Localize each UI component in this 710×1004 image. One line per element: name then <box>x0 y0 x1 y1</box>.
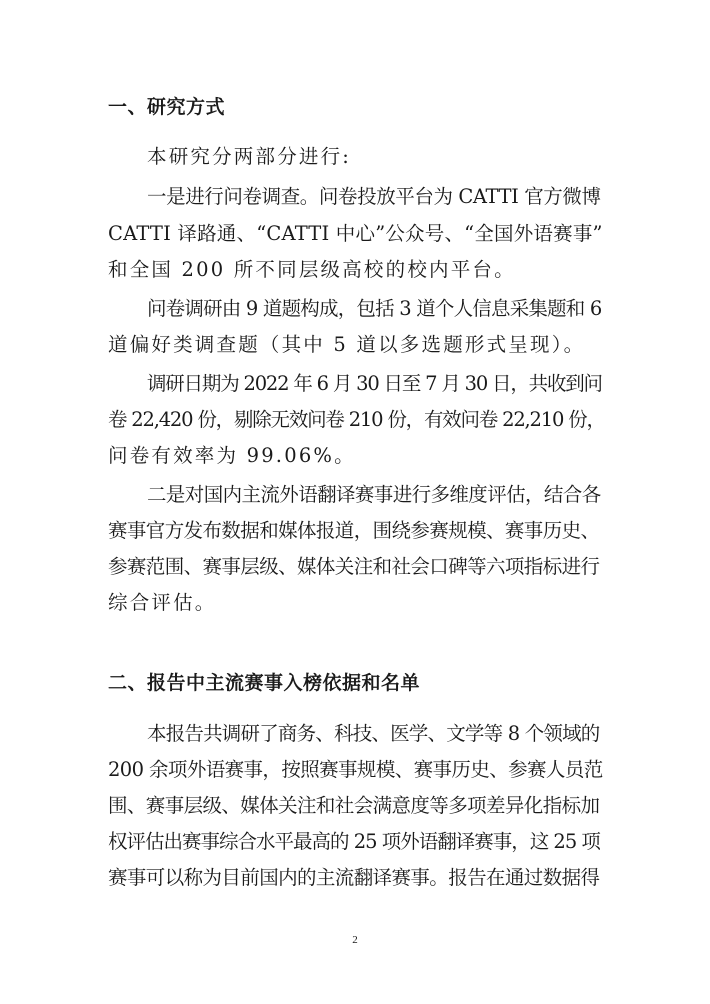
paragraph-line: 调研日期为 2022 年 6 月 30 日至 7 月 30 日，共收到问 <box>147 372 602 395</box>
paragraph-line: CATTI 译路通、“CATTI 中心”公众号、“全国外语赛事” <box>108 222 603 245</box>
paragraph-line: 赛事可以称为目前国内的主流翻译赛事。报告在通过数据得 <box>108 866 600 889</box>
paragraph-line: 道偏好类调查题（其中 5 道以多选题形式呈现）。 <box>108 333 586 356</box>
paragraph-line: 赛事官方发布数据和媒体报道，围绕参赛规模、赛事历史、 <box>108 519 600 542</box>
paragraph-line: 综合评估。 <box>108 591 217 614</box>
section-2-heading: 二、报告中主流赛事入榜依据和名单 <box>108 672 421 694</box>
page-number: 2 <box>352 934 358 946</box>
paragraph-line: 和全国 200 所不同层级高校的校内平台。 <box>108 258 516 281</box>
paragraph-line: 一是进行问卷调查。问卷投放平台为 CATTI 官方微博 <box>147 185 601 208</box>
paragraph-line: 本报告共调研了商务、科技、医学、文学等 8 个领域的 <box>147 722 600 745</box>
section-1-heading: 一、研究方式 <box>108 96 226 118</box>
paragraph-line: 围、赛事层级、媒体关注和社会满意度等多项差异化指标加 <box>108 794 600 817</box>
paragraph-line: 本研究分两部分进行: <box>147 145 352 168</box>
paragraph-line: 权评估出赛事综合水平最高的 25 项外语翻译赛事，这 25 项 <box>108 830 600 853</box>
paragraph-line: 问卷调研由 9 道题构成，包括 3 道个人信息采集题和 6 <box>147 297 602 320</box>
paragraph-line: 问卷有效率为 99.06%。 <box>108 444 356 467</box>
paragraph-line: 二是对国内主流外语翻译赛事进行多维度评估，结合各 <box>147 483 601 506</box>
paragraph-line: 200 余项外语赛事，按照赛事规模、赛事历史、参赛人员范 <box>108 758 603 781</box>
paragraph-line: 卷 22,420 份，剔除无效问卷 210 份，有效问卷 22,210 份， <box>108 408 605 431</box>
paragraph-line: 参赛范围、赛事层级、媒体关注和社会口碑等六项指标进行 <box>108 555 600 578</box>
